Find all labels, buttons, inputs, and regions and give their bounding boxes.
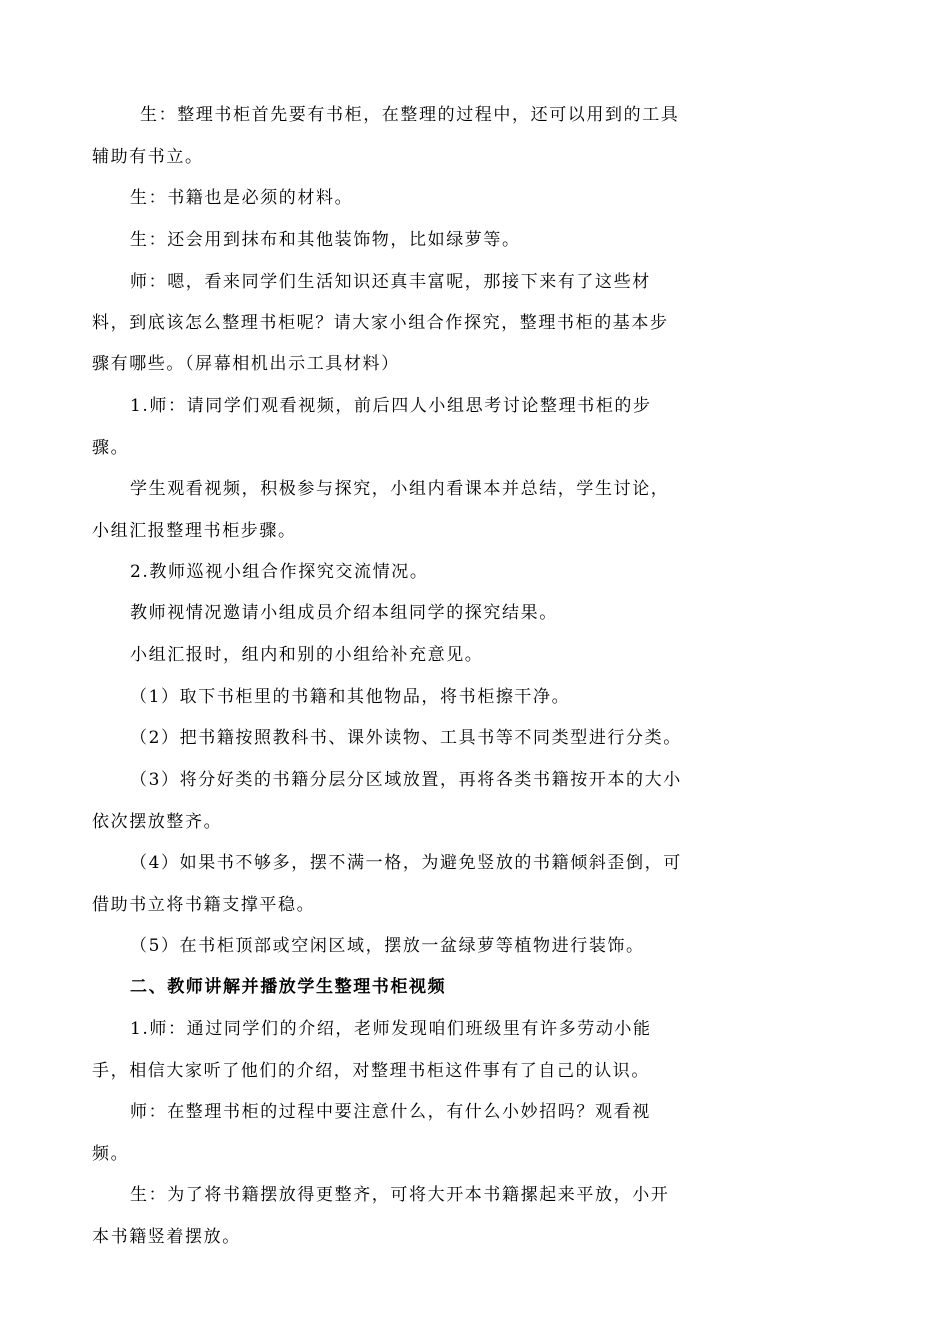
paragraph-line: 师：在整理书柜的过程中要注意什么，有什么小妙招吗？观看视 <box>130 1102 651 1122</box>
step-item: （3）将分好类的书籍分层分区域放置，再将各类书籍按开本的大小 <box>130 770 682 790</box>
paragraph-line: 生：还会用到抹布和其他装饰物，比如绿萝等。 <box>130 230 521 250</box>
paragraph-line: 1.师：通过同学们的介绍，老师发现咱们班级里有许多劳动小能 <box>130 1019 652 1039</box>
paragraph-line: 手，相信大家听了他们的介绍，对整理书柜这件事有了自己的认识。 <box>92 1061 650 1081</box>
paragraph-line: 小组汇报时，组内和别的小组给补充意见。 <box>130 645 484 665</box>
step-item: （5）在书柜顶部或空闲区域，摆放一盆绿萝等植物进行装饰。 <box>130 936 645 956</box>
paragraph-line: 生：为了将书籍摆放得更整齐，可将大开本书籍摞起来平放，小开 <box>130 1185 670 1205</box>
paragraph-line: 2.教师巡视小组合作探究交流情况。 <box>130 562 429 582</box>
section-heading: 二、教师讲解并播放学生整理书柜视频 <box>130 977 447 997</box>
paragraph-line: 料，到底该怎么整理书柜呢？请大家小组合作探究，整理书柜的基本步 <box>92 313 669 333</box>
paragraph-line: 依次摆放整齐。 <box>92 812 223 832</box>
paragraph-line: 教师视情况邀请小组成员介绍本组同学的探究结果。 <box>130 603 558 623</box>
paragraph-line: 生：整理书柜首先要有书柜，在整理的过程中，还可以用到的工具 <box>140 105 680 125</box>
paragraph-line: 借助书立将书籍支撑平稳。 <box>92 895 316 915</box>
paragraph-line: 学生观看视频，积极参与探究，小组内看课本并总结，学生讨论， <box>130 479 670 499</box>
paragraph-line: 师：嗯，看来同学们生活知识还真丰富呢，那接下来有了这些材 <box>130 272 651 292</box>
paragraph-line: 小组汇报整理书柜步骤。 <box>92 521 297 541</box>
step-item: （4）如果书不够多，摆不满一格，为避免竖放的书籍倾斜歪倒，可 <box>130 853 682 873</box>
paragraph-line: 频。 <box>92 1144 130 1164</box>
paragraph-line: 生：书籍也是必须的材料。 <box>130 188 354 208</box>
step-item: （1）取下书柜里的书籍和其他物品，将书柜擦干净。 <box>130 687 571 707</box>
paragraph-line: 辅助有书立。 <box>92 147 204 167</box>
step-item: （2）把书籍按照教科书、课外读物、工具书等不同类型进行分类。 <box>130 728 682 748</box>
paragraph-line: 1.师：请同学们观看视频，前后四人小组思考讨论整理书柜的步 <box>130 396 652 416</box>
paragraph-line: 骤有哪些。（屏幕相机出示工具材料） <box>92 354 400 374</box>
paragraph-line: 骤。 <box>92 438 130 458</box>
paragraph-line: 本书籍竖着摆放。 <box>92 1227 241 1247</box>
